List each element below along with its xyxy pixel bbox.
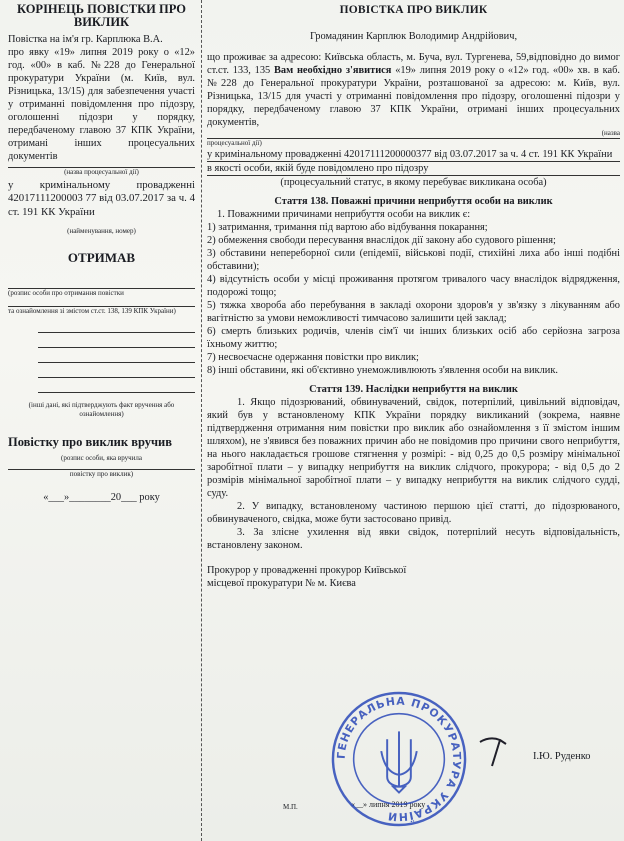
date-sign: «__» липня 2019 року [351,800,426,809]
stub-proceeding: у кримінальному провадженні 42017111200003 77 від 03.07.2017 за ч. 4 ст. 191 КК України [8,179,195,218]
main-title: ПОВІСТКА ПРО ВИКЛИК [339,4,488,16]
stub-received-heading: ОТРИМАВ [67,250,136,266]
art138-item: 6) смерть близьких родичів, членів сім'ї чи інших близьких осіб або серйозна загроза їхньому життю; [207,326,620,350]
stub-other-line-2[interactable] [38,347,195,348]
mp-label: М.П. [283,803,298,811]
art139-p3: 3. За злісне ухилення від явки свідок, потерпілий несуть відповідальність, встановлену законом. [207,527,620,551]
art138-item: 2) обмеження свободи пересування внаслідок дії закону або судового рішення; [207,235,556,246]
stub-counterfoil [2,0,202,841]
note-action: процесуальної дії) [207,139,262,147]
seal-text: ГЕНЕРАЛЬНА ПРОКУРАТУРА УКРАЇНИ [334,694,464,824]
stub-date-line: «___»________20___ року [43,492,160,504]
summons-body-2: «19» липня 2019 року о «12» год. «00» хв. в каб. №228 до Генеральної прокуратури України, розташованої за адресою: м. Київ, вул. Різницька, 13/15 для участі у отриманні повідомлення про підозру, оголошенні підозри у порядку, передбаченому главою 37 КПК України, отримані інших процесуальних документів, [207,65,620,128]
stub-title: КОРІНЕЦЬ ПОВІСТКИ ПРО ВИКЛИК [16,2,187,29]
art138-item: 5) тяжка хвороба або перебування в закладі охорони здоров'я у зв'язку з лікуванням або вагітністю за умови неможливості тимчасово залишити цей заклад; [207,300,620,324]
official-seal-icon [330,690,468,828]
stub-other-line-5[interactable] [38,392,195,393]
stub-note-action: (назва процесуальної дії) [64,168,139,176]
stub-other-line-3[interactable] [38,362,195,363]
citizen-name: Громадянин Карплюк Володимир Андрійович, [309,31,518,42]
art138-intro: 1. Поважними причинами неприбуття особи на виклик є: [217,209,471,220]
art138-item: 4) відсутність особи у місці проживання протягом тривалого часу внаслідок відрядження, подорожі тощо; [207,274,620,298]
stub-note-handed-2: повістку про виклик) [69,470,134,479]
stub-other-line-4[interactable] [38,377,195,378]
main-status: в якості особи, якій буде повідомлено про підозру [207,163,429,174]
stub-note-handed: (розпис особи, яка вручила [61,454,142,463]
signer-name: І.Ю. Руденко [533,751,591,762]
stub-note-familiar: та ознайомлення зі змістом ст.ст. 138, 139 КПК України) [8,307,176,316]
art138-item: 3) обставини непереборної сили (епідемії, військові події, стихійні лиха або інші подібні обставини); [207,248,620,272]
signature-icon [470,730,540,770]
main-proceeding: у кримінальному провадженні 42017111200000377 від 03.07.2017 за ч. 4 ст. 191 КК України [207,149,613,160]
stub-other-line-1[interactable] [38,332,195,333]
art139-p2: 2. У випадку, встановленому частиною першою цієї статті, до підозрюваного, обвинуваченого, свідка, може бути застосовано привід. [207,501,620,525]
stub-handed-label: Повістку про виклик вручив [8,435,172,450]
summons-body [207,51,620,129]
stub-addressee: Повістка на ім'я гр. Карплюка В.А. [8,34,163,45]
art138-title: Стаття 138. Поважні причини неприбуття особи на виклик [274,196,553,207]
art139-title: Стаття 139. Наслідки неприбуття на виклик [309,384,518,395]
art138-list [207,221,620,377]
art139-p1: 1. Якщо підозрюваний, обвинувачений, свідок, потерпілий, цивільний відповідач, який був у встановленому КПК України порядку викликаний (зокрема, наявне підтвердження отримання ним повістки про виклик або ознайомлення з її змістом іншим шляхом), не з'явився без поважних причин або не повідомив про причини свого неприбуття, на нього накладається грошове стягнення у розмірі: - від 0,25 до 0,5 розміру мінімальної заробітної плати – у випадку неприбуття на виклик слідчого, прокурора; - від 0,5 до 2 розмірів мінімальної заробітної плати – у випадку неприбуття на виклик слідчого судді, суду. [207,397,620,499]
summons-body-bold: Вам необхідно з'явитися [273,65,392,76]
art138-item: 8) інші обставини, які об'єктивно унеможливлюють з'явлення особи на виклик. [207,365,558,376]
main-status-note: (процесуальний статус, в якому перебуває викликана особа) [280,177,547,188]
signature-block: Прокурор у провадженні прокурор Київської місцевої прокуратури № м. Києва [207,565,407,589]
stub-summons-text: про явку «19» липня 2019 року о «12» год. «00» в каб. №228 до Генеральної прокуратури України (м. Київ, вул. Різницька, 13/15) для забезпечення участі у отриманні повідомлення про підозру, оголошенні підозри у порядку, передбаченому главою 37 КПК України, отримані інших процесуальних документів [8,47,195,162]
stub-note-naming: (найменування, номер) [67,227,136,236]
art138-item: 1) затримання, тримання під вартою або відбування покарання; [207,222,488,233]
note-right: (назва [601,129,620,137]
art138-item: 7) несвоєчасне одержання повістки про виклик; [207,352,419,363]
stub-note-other: (інші дані, які підтверджують факт вручення або ознайомлення) [28,401,175,419]
summons-body-1: що проживає за адресою: Київська область, м. Буча, вул. Тургенева, 59,відповідно до вимог ст.ст. 133, 135 [207,52,620,76]
stub-note-sign-receipt: (розпис особи про отримання повістки [8,289,124,298]
